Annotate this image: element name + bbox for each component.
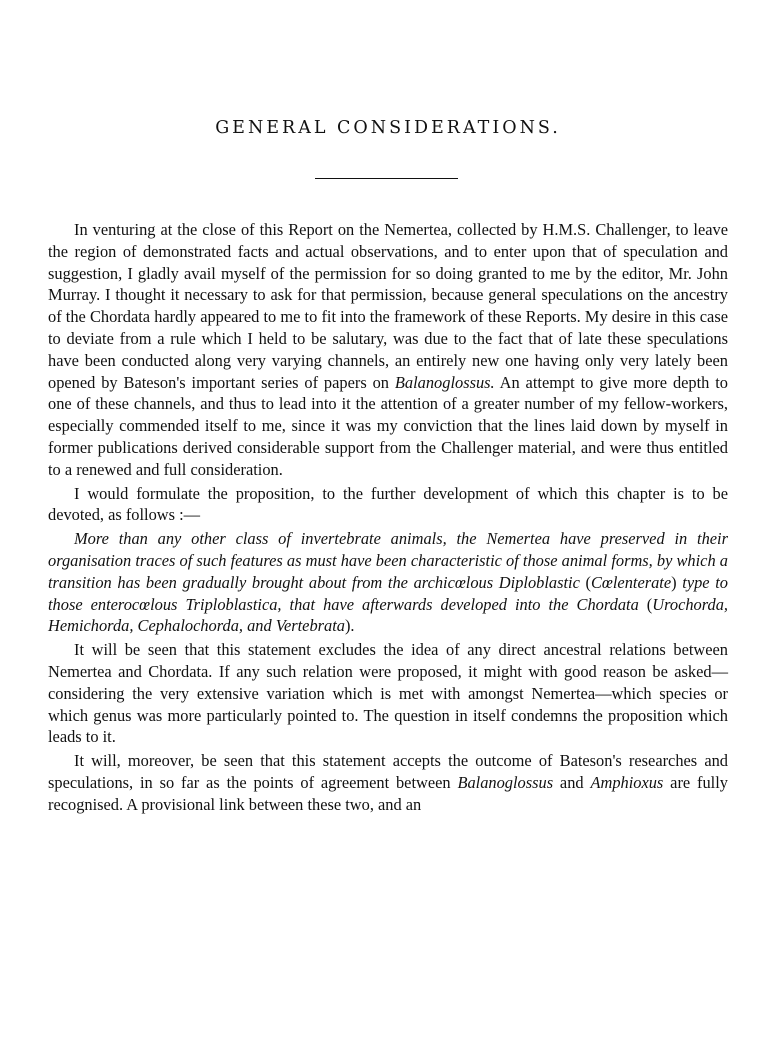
paragraph-intro: In venturing at the close of this Report on the Nemertea, collected by H.M.S. Challenger, to leave the region of demonstrated facts and actual observations, and to enter upon that of speculation and suggestion, I gladly avail myself of the permission for so doing granted to me by the editor, Mr. John Murray. I thought it necessary to ask for that permission, because general speculations on the ancestry of the Chordata hardly appeared to me to fit into the framework of these Reports. My desire in this case to deviate from a rule which I held to be salutary, was due to the fact that of late these speculations have been conducted along very varying channels, an entirely new one having only very lately been opened by Bateson's important series of papers on Balanoglossus. An attempt to give more depth to one of these channels, and thus to lead into it the attention of a greater number of my fellow-workers, especially commended itself to me, since it was my conviction that the lines laid down by myself in former publications derived considerable support from the Challenger material, and were thus entitled to a renewed and full consideration. [48,220,729,479]
page-title: GENERAL CONSIDERATIONS. [215,118,561,138]
document-page [48,0,728,1050]
paragraph-bateson: It will, moreover, be seen that this statement accepts the outcome of Bateson's researches and speculations, in so far as the points of agreement between Balanoglossus and Amphioxus are fully recognised. A provisional link between these two, and an [48,751,728,814]
document-body [48,219,728,818]
paragraph-proposition-statement: More than any other class of invertebrate animals, the Nemertea have preserved in their organisation traces of such features as must have been characteristic of those animal forms, by which a transition has been gradually brought about from the archicœlous Diploblastic (Cœlenterate) type to those enterocœlous Triploblastica, that have afterwards developed into the Chordata (Urochorda, Hemichorda, Cephalochorda, and Vertebrata). [48,529,728,636]
paragraph-proposition-lead: I would formulate the proposition, to the further development of which this chapter is to be devoted, as follows :— [48,483,728,525]
paragraph-ancestral-relations: It will be seen that this statement excludes the idea of any direct ancestral relations between Nemertea and Chordata. If any such relation were proposed, it might with good reason be asked—considering the very extensive variation which is met with amongst Nemertea—which species or which genus was more particularly pointed to. The question in itself condemns the proposition which leads to it. [48,640,728,747]
title-divider [315,178,458,179]
